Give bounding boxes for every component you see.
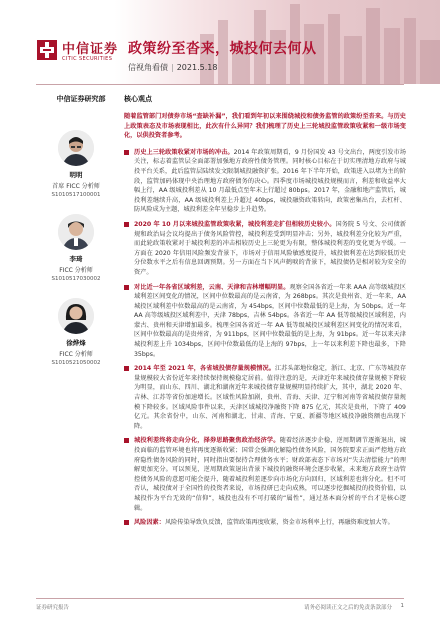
header-divider	[36, 84, 404, 85]
page-footer	[36, 598, 404, 611]
report-subtitle: 信视角看债 | 2021.5.18	[128, 63, 218, 72]
bullet-body: 观察全国各省近一年来 AAA 高等级城投区域利差区间变化的情况，区间中位数最高的是云南省，为 268bps。其次是贵州省、近一年来，AA 城投区域利差中位数最高的是云南省，为 454bps，区间中位数最低的是上海，为 50bps。近一年 AA 高等级城投区域利差中，天津 78bps，吉林 54bps。各省近一年 AA 低等级城投区域利差，内蒙古、贵州和天津增加最多。梳理全国各省近一年 AA 低等级城投区域利差区间变化的情况来看，区间中位数最高的是贵州省，为 911bps，区间中位数最低的是上海，为 91bps。近一年以来天津城投利差上升 1034bps，区间中位数最低的是上海的 97bps，上一年以来利差下降也最多，下降 35bps。	[134, 283, 406, 358]
bullet-body: 江苏头部地位稳定，浙江、北京、广东等城投存量规模较大省份近年来持续保持规模稳定居前。值得注意的是，天津近年来城投债存量规模下降较为明显，而山东、四川、湖北和湖南近年来城投债存量规模明显持续扩大，其中，湖北 2020 年、吉林、江苏等省份加速增长。区域性风险加剧，贵州、青海、天津、辽宁和河南等省城投债存量规模下降较多。区域风险事件以来，天津区域城投净融资下降 875 亿元，其次是贵州，下降了 409 亿元。其余省份中，山东、河南和湖北、甘肃、青海、宁夏、新疆等地区城投净融资额也出现下降。	[134, 365, 407, 430]
report-column: 信视角看债	[128, 63, 168, 72]
core-views-section	[124, 94, 406, 533]
bullet-heading: 风险因素：	[134, 519, 165, 527]
person-photo-icon	[58, 298, 94, 334]
list-item	[124, 283, 406, 360]
analyst-id: S1010517030002	[51, 276, 101, 282]
company-logo	[36, 38, 122, 68]
section-title: 核心观点	[124, 95, 152, 103]
research-dept: 中信证券研究部	[56, 95, 106, 103]
list-item	[124, 364, 406, 431]
bullet-body: 随着经济逐步企稳，逆周期调节逐渐退出，城投面临的监管环境也将再度逐渐收紧；国常会强调化解隐性债务风险，国务院要求正面严控地方政府隐性债务风险的同时，同时指出要保持合理债务水平；财政部表态下市场对“失去清偿能力”的理解更加充分。可以预见，逆周期政策退出背景下城投的融资环境会逐步收紧，未来地方政府主动管控债务风险的意愿可能会提升，随着城投利差逐步向市场化方向回归，区域利差也将分化。但不可否认，城投债对于全国性的投资者来说，市场投研已走向成熟，可以逐步挖掘城投的投资价值，以城投作为平台无效的“信仰”，城投也没有不可打破的“属性”，通过基本面分析的平台才是核心逻辑。	[134, 437, 406, 512]
list-item	[124, 436, 406, 513]
logo-text-cn: 中信证券	[62, 42, 119, 57]
analyst-role: FICC 分析师	[59, 351, 93, 358]
page-number: 1	[400, 603, 404, 609]
report-date: 2021.5.18	[176, 63, 218, 72]
bullet-heading: 对比近一年各省区域利差，云南、天津和吉林增幅明显。	[134, 283, 290, 291]
bullet-square-icon	[124, 520, 129, 525]
bullet-body: 国务院 5 号文、公司债新规和政治局会议均提出于债务风险管控，城投利差受到明显冲击；另外，城投利差分化较为严重，而此轮政策收紧对于城投利差的冲击相较历史上三轮更为有限，整体城投利差的变化更为平缓。一方面在 2020 年信用风险频发背景下，市场对于信用风险敏感度提升，城投债利差在达到较低历史分位数水平之后有信息回调预期。另一方面在当下风声鹤唳的背景下，城投债仍是相对较为安全的资产。	[134, 220, 407, 276]
person-photo-icon	[58, 130, 94, 166]
analyst-id: S1010521050002	[51, 360, 101, 366]
analyst-name: 明明	[69, 171, 83, 179]
bullet-heading: 2020 年 10 月以来城投监管政策收紧，城投利差走扩但相较历史较小。	[134, 220, 336, 228]
analyst-role: FICC 分析师	[59, 267, 93, 274]
analyst-card	[36, 298, 116, 366]
avatar	[58, 214, 94, 250]
footer-disclaimer: 请务必阅读正文之后的免责条款部分	[303, 605, 392, 611]
bullet-heading: 2014 年至 2021 年，各省城投债存量规模情况。	[134, 365, 275, 373]
analyst-sidebar	[36, 94, 116, 104]
avatar	[58, 298, 94, 334]
avatar	[58, 130, 94, 166]
lead-paragraph: 随着监管部门对债券市场“查缺补漏”，我们看到年初以来围绕城投和债务监管的政策纷至沓来。与历史上政策表态及市场表现相比，此次有什么异同？我们梳理了历史上三轮城投监管政策收紧和一级市场变化，以供投资者参考。	[124, 113, 406, 140]
report-title: 政策纷至沓来，城投何去何从	[128, 41, 317, 57]
analyst-card	[36, 130, 116, 198]
footer-report-type: 证券研究报告	[36, 605, 70, 611]
bullet-square-icon	[124, 150, 129, 155]
list-item	[124, 220, 406, 278]
bullet-square-icon	[124, 222, 129, 227]
citic-logo-icon	[36, 39, 58, 61]
bullet-square-icon	[124, 285, 129, 290]
analyst-card	[36, 214, 116, 282]
analyst-name: 李琦	[69, 255, 83, 263]
analyst-name: 徐烨烽	[66, 339, 86, 347]
bullet-heading: 城投利差终将走向分化，择券思路聚焦政治经济学。	[134, 437, 280, 445]
bullet-heading: 历史上三轮政策收紧对市场的冲击。	[134, 148, 234, 156]
bullet-square-icon	[124, 366, 129, 371]
list-item	[124, 148, 406, 215]
bullet-square-icon	[124, 438, 129, 443]
person-photo-icon	[58, 214, 94, 250]
analyst-role: 首席 FICC 分析师	[52, 183, 100, 190]
analyst-id: S1010517100001	[51, 192, 101, 198]
bullet-body: 2014 年政策周期看，9 月份国发 43 号文出台，两度引发市场关注，标志着监管层全面部署加强地方政府性债务管理。同时核心目标在于切实理清地方政府与城投平台关系，此后监管层陆续发文限制城投融资扩张。2016 年下半年开始，政策进入以堵为主的阶段，监管加码体现中央治理地方政府债务的决心。四季度市场城投城投规模而言，利差和收益率大幅上行，AA 级城投利差从 10 月最低点至年末上行超过 80bps。2017 年，金融和地产监管后，城投利差继续升高，AA 级城投利差上升超过 40bps，城投融资政策转向，政策密集出台，去杠杆、防风险成为主题，城投利差全年呈稳步上升趋势。	[134, 148, 406, 214]
logo-text-en: CITIC SECURITIES	[62, 56, 113, 62]
bullet-body: 风险传染导致负反馈，监管政策再度收紧，资金市场利率上行，再融资难度加大等。	[164, 519, 394, 527]
report-header	[0, 0, 440, 84]
list-item	[124, 518, 406, 528]
